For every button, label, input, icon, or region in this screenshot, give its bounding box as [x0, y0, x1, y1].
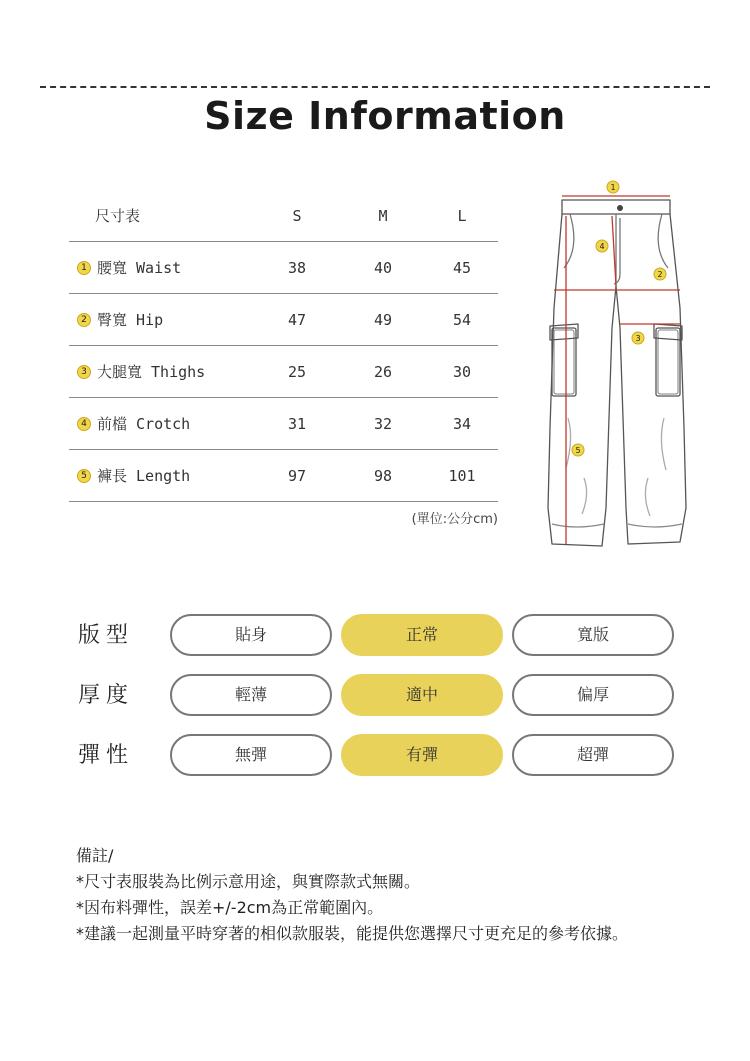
cell-l: 30 — [452, 363, 472, 381]
option-fit-loose: 寬版 — [512, 614, 674, 656]
cell-s: 31 — [287, 415, 307, 433]
cell-l: 101 — [448, 467, 476, 485]
waistband-outline — [562, 200, 670, 214]
marker-badge: 3 — [77, 365, 91, 379]
option-stretch-none: 無彈 — [170, 734, 332, 776]
page-title: Size Information — [204, 94, 566, 138]
button-icon — [617, 205, 623, 211]
table-row — [69, 398, 498, 450]
size-table-header — [69, 190, 498, 242]
notes-heading: 備註/ — [76, 846, 114, 865]
notes-line: *因布料彈性，誤差+/-2cm為正常範圍內。 — [76, 898, 384, 917]
attr-stretch-row — [78, 734, 678, 778]
front-pocket-right — [658, 214, 668, 268]
cell-s: 38 — [287, 259, 307, 277]
cell-m: 98 — [373, 467, 393, 485]
attr-label-stretch: 彈性 — [78, 743, 135, 768]
cell-m: 32 — [373, 415, 393, 433]
cell-s: 97 — [287, 467, 307, 485]
option-stretch-super: 超彈 — [512, 734, 674, 776]
notes — [76, 843, 628, 947]
notes-line: *建議一起測量平時穿著的相似款服裝，能提供您選擇尺寸更充足的參考依據。 — [76, 924, 629, 943]
cell-l: 34 — [452, 415, 472, 433]
header-label: 尺寸表 — [95, 207, 141, 225]
attr-label-fit: 版型 — [78, 623, 135, 648]
row-label: 腰寬 Waist — [97, 259, 182, 277]
marker-3-label: 3 — [635, 334, 641, 343]
header-size-s: S — [292, 207, 302, 225]
cell-l: 54 — [452, 311, 472, 329]
option-thickness-medium: 適中 — [341, 674, 503, 716]
header-size-l: L — [457, 207, 467, 225]
marker-4-label: 4 — [599, 242, 605, 251]
table-row — [69, 242, 498, 294]
cell-s: 25 — [287, 363, 307, 381]
cell-s: 47 — [287, 311, 307, 329]
pants-diagram — [540, 178, 700, 558]
top-dashed-divider — [40, 86, 710, 88]
marker-2-label: 2 — [657, 270, 663, 279]
attr-thickness-row — [78, 674, 678, 718]
marker-badge: 4 — [77, 417, 91, 431]
attr-label-thickness: 厚度 — [78, 683, 135, 708]
table-row — [69, 346, 498, 398]
unit-note: (單位:公分cm) — [411, 512, 498, 527]
table-row — [69, 294, 498, 346]
marker-badge: 2 — [77, 313, 91, 327]
row-label: 前檔 Crotch — [97, 415, 191, 433]
cell-m: 26 — [373, 363, 393, 381]
cell-l: 45 — [452, 259, 472, 277]
option-fit-slim: 貼身 — [170, 614, 332, 656]
header-size-m: M — [378, 207, 388, 225]
row-label: 臀寬 Hip — [97, 311, 164, 329]
size-table — [69, 190, 498, 527]
marker-1-label: 1 — [610, 183, 616, 192]
notes-line: *尺寸表服裝為比例示意用途，與實際款式無關。 — [76, 872, 421, 891]
marker-badge: 1 — [77, 261, 91, 275]
row-label: 褲長 Length — [97, 467, 191, 485]
attr-fit-row — [78, 614, 678, 658]
table-row — [69, 450, 498, 502]
marker-5-label: 5 — [575, 446, 581, 455]
option-fit-regular: 正常 — [341, 614, 503, 656]
option-thickness-thick: 偏厚 — [512, 674, 674, 716]
row-label: 大腿寬 Thighs — [97, 363, 206, 381]
cell-m: 49 — [373, 311, 393, 329]
option-stretch-some: 有彈 — [341, 734, 503, 776]
option-thickness-thin: 輕薄 — [170, 674, 332, 716]
cell-m: 40 — [373, 259, 393, 277]
marker-badge: 5 — [77, 469, 91, 483]
